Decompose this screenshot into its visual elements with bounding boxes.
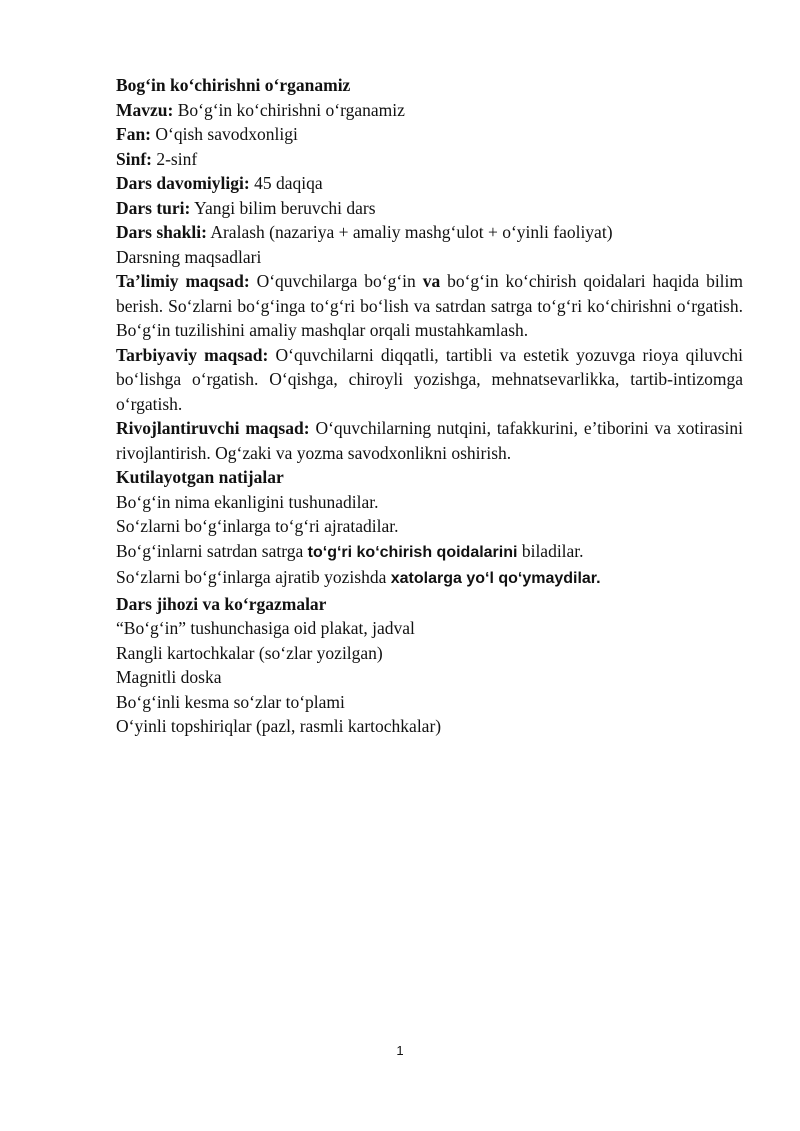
page-number: 1 xyxy=(396,1043,404,1058)
objective-developmental: Rivojlantiruvchi maqsad: O‘quvchilarning nutqini, tafakkurini, e’tiborini va xotirasini rivojlantirish. Og‘zaki va yozma savodxonlikni oshirish. xyxy=(116,418,744,463)
outcomes-heading: Kutilayotgan natijalar xyxy=(116,467,284,487)
equipment-heading: Dars jihozi va ko‘rgazmalar xyxy=(116,593,327,614)
meta-grade: Sinf: 2-sinf xyxy=(116,148,198,169)
outcome-item: So‘zlarni bo‘g‘inlarga ajratib yozishda xatolarga yo‘l qo‘ymaydilar. xyxy=(116,567,601,587)
document-title: Bog‘in ko‘chirishni o‘rganamiz xyxy=(116,75,351,95)
objectives-heading: Darsning maqsadlari xyxy=(116,246,262,267)
objective-upbringing: Tarbiyaviy maqsad: O‘quvchilarni diqqatli, tartibli va estetik yozuvga rioya qiluvchi bo‘lishga o‘rgatish. O‘qishga, chiroyli yozishga, mehnatsevarlikka, tartib-intizomga o‘rgatish. xyxy=(116,344,743,414)
outcome-item: Bo‘g‘in nima ekanligini tushunadilar. xyxy=(116,491,379,512)
equipment-item: Bo‘g‘inli kesma so‘zlar to‘plami xyxy=(116,691,345,712)
equipment-item: “Bo‘g‘in” tushunchasiga oid plakat, jadval xyxy=(116,618,415,638)
meta-lesson-type: Dars turi: Yangi bilim beruvchi dars xyxy=(116,197,376,218)
equipment-item: Magnitli doska xyxy=(116,667,222,687)
document-page xyxy=(116,73,743,739)
meta-subject: Fan: O‘qish savodxonligi xyxy=(116,124,298,144)
outcome-item: Bo‘g‘inlarni satrdan satrga to‘g‘ri ko‘chirish qoidalarini biladilar. xyxy=(116,540,584,561)
objective-educational: Ta’limiy maqsad: O‘quvchilarga bo‘g‘in va bo‘g‘in ko‘chirish qoidalari haqida bilim berish. So‘zlarni bo‘g‘inga to‘g‘ri bo‘lish va satrdan satrga to‘g‘ri ko‘chirishni o‘rgatish. Bo‘g‘in tuzilishini amaliy mashqlar orqali mustahkamlash. xyxy=(116,271,744,340)
outcome-item: So‘zlarni bo‘g‘inlarga to‘g‘ri ajratadilar. xyxy=(116,516,399,536)
equipment-item: Rangli kartochkalar (so‘zlar yozilgan) xyxy=(116,642,383,663)
equipment-item: O‘yinli topshiriqlar (pazl, rasmli kartochkalar) xyxy=(116,716,442,736)
meta-duration: Dars davomiyligi: 45 daqiqa xyxy=(116,173,323,193)
meta-topic: Mavzu: Bo‘g‘in ko‘chirishni o‘rganamiz xyxy=(116,99,405,120)
meta-lesson-form: Dars shakli: Aralash (nazariya + amaliy mashg‘ulot + o‘yinli faoliyat) xyxy=(116,222,613,242)
